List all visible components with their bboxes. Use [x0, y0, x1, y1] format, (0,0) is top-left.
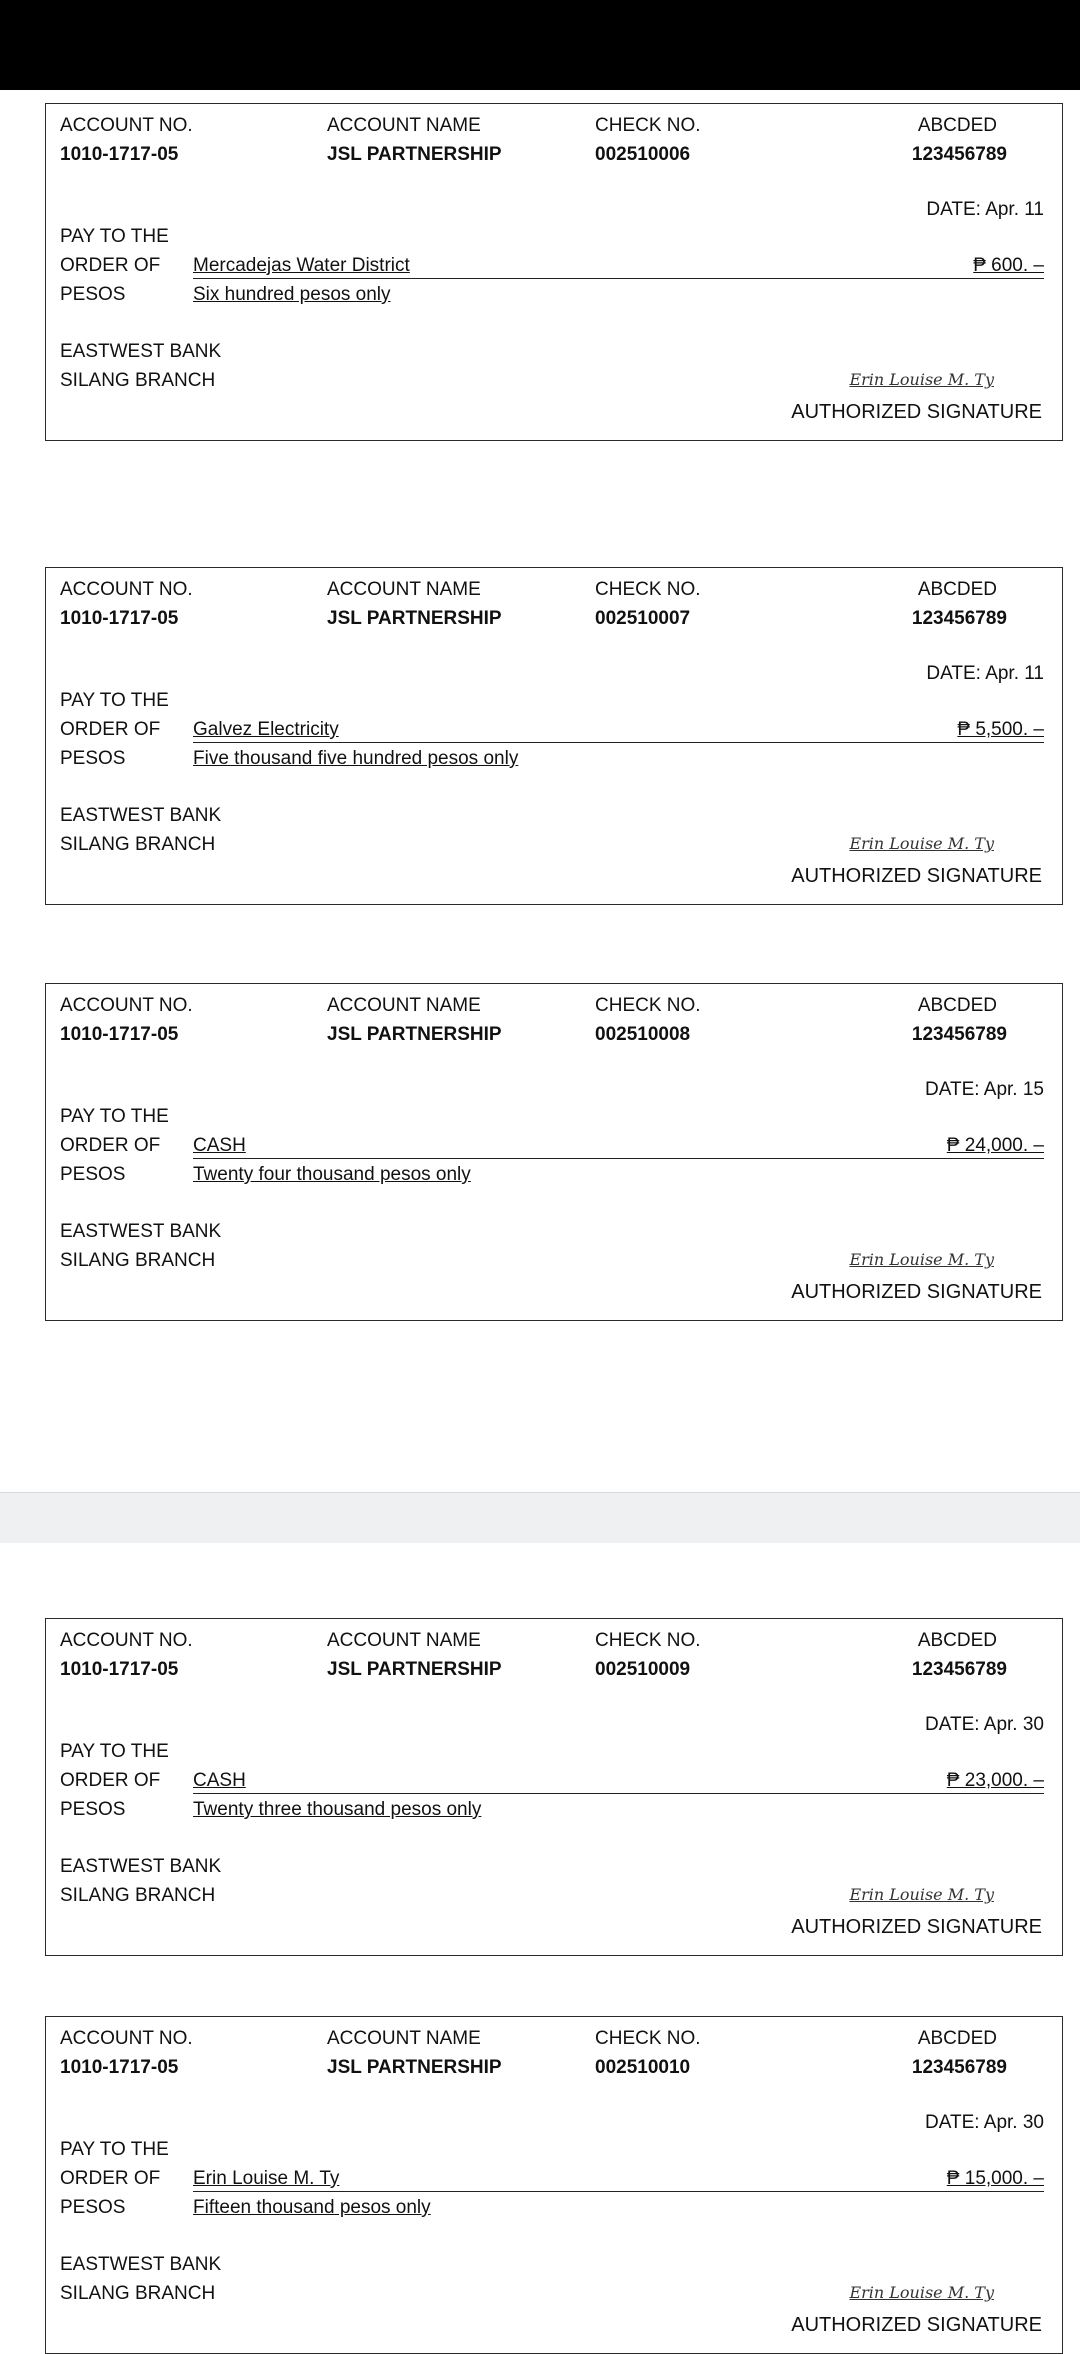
- account-name-value: JSL PARTNERSHIP: [327, 1024, 502, 1045]
- order-of-label: ORDER OF: [60, 1770, 161, 1791]
- account-name-label: ACCOUNT NAME: [327, 115, 481, 136]
- authorized-signature-label: AUTHORIZED SIGNATURE: [791, 2314, 1042, 2336]
- account-no-value: 1010-1717-05: [60, 144, 179, 165]
- authorized-signature-label: AUTHORIZED SIGNATURE: [791, 1281, 1042, 1303]
- payee-name: Erin Louise M. Ty: [193, 2168, 340, 2189]
- check-no-value: 002510007: [595, 608, 691, 629]
- account-no-label: ACCOUNT NO.: [60, 579, 193, 600]
- order-of-label: ORDER OF: [60, 255, 161, 276]
- bank-code: ABCDED: [917, 115, 997, 136]
- account-name-label: ACCOUNT NAME: [327, 995, 481, 1016]
- bank-name: EASTWEST BANK: [60, 341, 222, 362]
- check-date: DATE: Apr. 30: [925, 2112, 1044, 2133]
- check-no-label: CHECK NO.: [595, 995, 701, 1016]
- payee-line: [193, 1793, 1044, 1794]
- signature: Erin Louise M. Ty: [849, 2283, 994, 2302]
- routing-number: 123456789: [911, 1024, 1007, 1045]
- amount-in-words: Fifteen thousand pesos only: [193, 2197, 431, 2218]
- bank-code: ABCDED: [917, 1630, 997, 1651]
- account-no-label: ACCOUNT NO.: [60, 995, 193, 1016]
- account-name-value: JSL PARTNERSHIP: [327, 608, 502, 629]
- check-1: [45, 103, 1063, 441]
- account-name-value: JSL PARTNERSHIP: [327, 1659, 502, 1680]
- check-no-label: CHECK NO.: [595, 115, 701, 136]
- check-no-label: CHECK NO.: [595, 579, 701, 600]
- check-no-value: 002510010: [595, 2057, 691, 2078]
- pesos-label: PESOS: [60, 1799, 126, 1820]
- bank-name: EASTWEST BANK: [60, 1221, 222, 1242]
- bank-name: EASTWEST BANK: [60, 805, 222, 826]
- pay-to-label: PAY TO THE: [60, 1741, 169, 1762]
- payee-name: CASH: [193, 1770, 246, 1791]
- payee-name: Galvez Electricity: [193, 719, 339, 740]
- authorized-signature-label: AUTHORIZED SIGNATURE: [791, 865, 1042, 887]
- amount-in-words: Twenty four thousand pesos only: [193, 1164, 471, 1185]
- account-no-label: ACCOUNT NO.: [60, 1630, 193, 1651]
- account-no-value: 1010-1717-05: [60, 1659, 179, 1680]
- account-name-label: ACCOUNT NAME: [327, 1630, 481, 1651]
- bank-code: ABCDED: [917, 579, 997, 600]
- check-date: DATE: Apr. 30: [925, 1714, 1044, 1735]
- account-no-label: ACCOUNT NO.: [60, 115, 193, 136]
- bank-code: ABCDED: [917, 995, 997, 1016]
- bank-name: EASTWEST BANK: [60, 1856, 222, 1877]
- pay-to-label: PAY TO THE: [60, 690, 169, 711]
- account-no-value: 1010-1717-05: [60, 608, 179, 629]
- account-name-label: ACCOUNT NAME: [327, 579, 481, 600]
- pay-to-label: PAY TO THE: [60, 2139, 169, 2160]
- payee-name: CASH: [193, 1135, 246, 1156]
- payee-name: Mercadejas Water District: [193, 255, 410, 276]
- check-3: [45, 983, 1063, 1321]
- check-no-label: CHECK NO.: [595, 1630, 701, 1651]
- bank-code: ABCDED: [917, 2028, 997, 2049]
- signature: Erin Louise M. Ty: [849, 834, 994, 853]
- check-4: [45, 1618, 1063, 1956]
- routing-number: 123456789: [911, 144, 1007, 165]
- order-of-label: ORDER OF: [60, 2168, 161, 2189]
- account-no-value: 1010-1717-05: [60, 1024, 179, 1045]
- routing-number: 123456789: [911, 2057, 1007, 2078]
- check-date: DATE: Apr. 15: [925, 1079, 1044, 1100]
- payee-line: [193, 2191, 1044, 2192]
- signature: Erin Louise M. Ty: [849, 1885, 994, 1904]
- amount-figure: ₱ 15,000. –: [946, 2168, 1044, 2189]
- check-no-value: 002510006: [595, 144, 691, 165]
- pesos-label: PESOS: [60, 2197, 126, 2218]
- routing-number: 123456789: [911, 608, 1007, 629]
- amount-figure: ₱ 23,000. –: [946, 1770, 1044, 1791]
- pay-to-label: PAY TO THE: [60, 1106, 169, 1127]
- account-no-value: 1010-1717-05: [60, 2057, 179, 2078]
- pesos-label: PESOS: [60, 284, 126, 305]
- bank-branch: SILANG BRANCH: [60, 370, 216, 391]
- check-date: DATE: Apr. 11: [926, 663, 1044, 684]
- account-name-label: ACCOUNT NAME: [327, 2028, 481, 2049]
- check-date: DATE: Apr. 11: [926, 199, 1044, 220]
- amount-in-words: Twenty three thousand pesos only: [193, 1799, 482, 1820]
- bank-branch: SILANG BRANCH: [60, 1250, 216, 1271]
- account-name-value: JSL PARTNERSHIP: [327, 2057, 502, 2078]
- check-5: [45, 2016, 1063, 2354]
- status-bar: [0, 0, 1080, 90]
- payee-line: [193, 1158, 1044, 1159]
- check-no-label: CHECK NO.: [595, 2028, 701, 2049]
- pesos-label: PESOS: [60, 748, 126, 769]
- page-separator: [0, 1492, 1080, 1543]
- pay-to-label: PAY TO THE: [60, 226, 169, 247]
- order-of-label: ORDER OF: [60, 719, 161, 740]
- bank-branch: SILANG BRANCH: [60, 1885, 216, 1906]
- check-2: [45, 567, 1063, 905]
- amount-in-words: Six hundred pesos only: [193, 284, 391, 305]
- signature: Erin Louise M. Ty: [849, 370, 994, 389]
- amount-in-words: Five thousand five hundred pesos only: [193, 748, 519, 769]
- pesos-label: PESOS: [60, 1164, 126, 1185]
- authorized-signature-label: AUTHORIZED SIGNATURE: [791, 401, 1042, 423]
- payee-line: [193, 742, 1044, 743]
- account-no-label: ACCOUNT NO.: [60, 2028, 193, 2049]
- routing-number: 123456789: [911, 1659, 1007, 1680]
- bank-branch: SILANG BRANCH: [60, 2283, 216, 2304]
- amount-figure: ₱ 24,000. –: [946, 1135, 1044, 1156]
- order-of-label: ORDER OF: [60, 1135, 161, 1156]
- check-no-value: 002510009: [595, 1659, 691, 1680]
- bank-name: EASTWEST BANK: [60, 2254, 222, 2275]
- bank-branch: SILANG BRANCH: [60, 834, 216, 855]
- amount-figure: ₱ 5,500. –: [957, 719, 1044, 740]
- check-no-value: 002510008: [595, 1024, 691, 1045]
- authorized-signature-label: AUTHORIZED SIGNATURE: [791, 1916, 1042, 1938]
- signature: Erin Louise M. Ty: [849, 1250, 994, 1269]
- account-name-value: JSL PARTNERSHIP: [327, 144, 502, 165]
- amount-figure: ₱ 600. –: [973, 255, 1044, 276]
- payee-line: [193, 278, 1044, 279]
